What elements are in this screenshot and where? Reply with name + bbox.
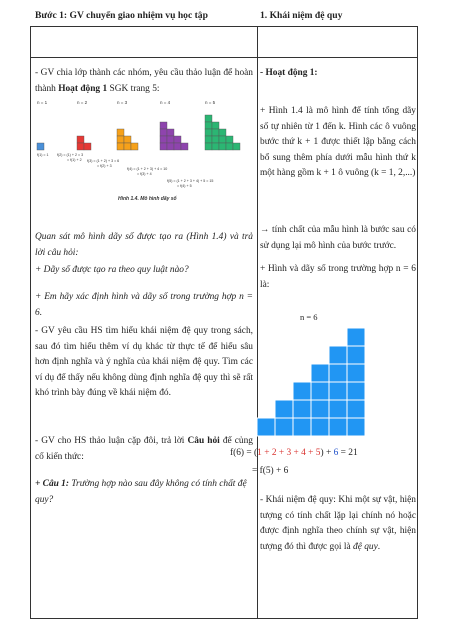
square-n6 bbox=[275, 418, 293, 436]
column-divider bbox=[257, 27, 258, 618]
left-header: Bước 1: GV chuyển giao nhiệm vụ học tập bbox=[35, 10, 208, 21]
square-n5 bbox=[226, 136, 233, 143]
square-n6 bbox=[311, 400, 329, 418]
figure-formula2-n4: = f(3) + 4 bbox=[137, 172, 152, 176]
square-n4 bbox=[174, 143, 181, 150]
square-n6 bbox=[329, 346, 347, 364]
square-n6 bbox=[293, 400, 311, 418]
figure-label-n4: n = 4 bbox=[160, 100, 171, 105]
square-n5 bbox=[205, 136, 212, 143]
square-n4 bbox=[167, 136, 174, 143]
square-n6 bbox=[293, 418, 311, 436]
research-paragraph: - GV yêu cầu HS tìm hiểu khái niệm đệ quy trong sách, sau đó tìm hiểu thêm ví dụ khác từ thực tế để hiểu sâu hơn định nghĩa và ý nghĩa của khái niệm đệ quy. Tìm các ví dụ để thấy nếu không dùng định nghĩa đệ quy thì sẽ rất khó trình bày đúng về khái niệm đó. bbox=[35, 326, 253, 398]
square-n6 bbox=[329, 418, 347, 436]
figure-formula-n2: f(2) = (1) + 2 = 3 bbox=[57, 153, 84, 157]
figure-formula2-n3: = f(2) + 3 bbox=[97, 164, 112, 168]
activity-para-1: + Hình 1.4 là mô hình để tính tổng dãy số tự nhiên từ 1 đến k. Hình các ô vuông bước thứ k + 1 được thiết lập bằng cách bổ sung thêm phía dưới mẫu hình thứ k một hàng gồm k + 1 ô vuông (k = 1, 2,...) bbox=[260, 106, 416, 178]
square-n4 bbox=[160, 136, 167, 143]
sequence-diagram bbox=[35, 98, 253, 198]
square-n1 bbox=[37, 143, 44, 150]
question-3: + Câu 1: Trường hợp nào sau đây không có tính chất đệ quy? bbox=[35, 479, 247, 505]
pair-discussion: - GV cho HS thảo luận cặp đôi, trả lời Câu hỏi để củng cố kiến thức: bbox=[35, 436, 253, 462]
header-divider bbox=[31, 57, 417, 58]
square-n6 bbox=[293, 382, 311, 400]
square-n6 bbox=[311, 382, 329, 400]
square-n6 bbox=[347, 364, 365, 382]
figure-formula2-n5: = f(4) + 5 bbox=[177, 184, 192, 188]
square-n4 bbox=[181, 143, 188, 150]
square-n5 bbox=[205, 115, 212, 122]
square-n4 bbox=[160, 122, 167, 129]
square-n3 bbox=[131, 143, 138, 150]
square-n6 bbox=[347, 418, 365, 436]
figure-formula2-n2: = f(1) + 2 bbox=[67, 158, 82, 162]
formula-line-1: f(6) = (1 + 2 + 3 + 4 + 5) + 6 = 21 bbox=[230, 448, 358, 458]
square-n3 bbox=[117, 136, 124, 143]
activity-para-3: + Hình và dãy số trong trường hợp n = 6 là: bbox=[260, 264, 416, 290]
square-n6 bbox=[329, 364, 347, 382]
figure-label-n3: n = 3 bbox=[117, 100, 128, 105]
square-n2 bbox=[77, 136, 84, 143]
square-n6 bbox=[347, 400, 365, 418]
formula-f6 bbox=[230, 446, 358, 479]
question-intro: Quan sát mô hình dãy số được tạo ra (Hình 1.4) và trả lời câu hỏi: bbox=[35, 232, 253, 258]
square-n4 bbox=[167, 143, 174, 150]
square-n2 bbox=[84, 143, 91, 150]
figure-formula-n1: f(1) = 1 bbox=[37, 153, 49, 157]
square-n5 bbox=[233, 143, 240, 150]
question-1: + Dãy số được tạo ra theo quy luật nào? bbox=[35, 265, 189, 275]
square-n5 bbox=[205, 143, 212, 150]
square-n5 bbox=[205, 122, 212, 129]
square-n6 bbox=[275, 400, 293, 418]
square-n3 bbox=[117, 129, 124, 136]
square-n5 bbox=[219, 129, 226, 136]
square-n3 bbox=[117, 143, 124, 150]
n6-label: n = 6 bbox=[300, 312, 318, 322]
figure-formula-n4: f(4) = (1 + 2 + 3) + 4 = 10 bbox=[127, 167, 168, 171]
right-header: 1. Khái niệm đệ quy bbox=[260, 10, 343, 21]
square-n6 bbox=[311, 418, 329, 436]
square-n5 bbox=[205, 129, 212, 136]
square-n6 bbox=[257, 418, 275, 436]
question-2: + Em hãy xác định hình và dãy số trong trường hợp n = 6. bbox=[35, 292, 253, 318]
square-n2 bbox=[77, 143, 84, 150]
square-n5 bbox=[212, 122, 219, 129]
figure-label-n2: n = 2 bbox=[77, 100, 88, 105]
figure-label-n1: n = 1 bbox=[37, 100, 48, 105]
square-n3 bbox=[124, 136, 131, 143]
definition-paragraph: - Khái niệm đệ quy: Khi một sự vật, hiện tượng có tính chất lặp lại chính nó hoặc được định nghĩa theo chính sự vật, hiện tượng đó thì được gọi là đệ quy. bbox=[260, 495, 416, 552]
square-n4 bbox=[160, 143, 167, 150]
figure-label-n5: n = 5 bbox=[205, 100, 216, 105]
sequence-figure bbox=[35, 98, 253, 198]
square-n3 bbox=[124, 143, 131, 150]
square-n5 bbox=[219, 136, 226, 143]
square-n6 bbox=[329, 382, 347, 400]
square-n6 bbox=[347, 328, 365, 346]
figure-formula-n5: f(5) = (1 + 2 + 3 + 4) + 5 = 15 bbox=[167, 179, 214, 183]
staircase-n6 bbox=[256, 327, 366, 437]
activity-title: - Hoạt động 1: bbox=[260, 68, 318, 78]
square-n4 bbox=[167, 129, 174, 136]
square-n6 bbox=[347, 382, 365, 400]
square-n6 bbox=[329, 400, 347, 418]
square-n5 bbox=[212, 136, 219, 143]
square-n6 bbox=[311, 364, 329, 382]
square-n6 bbox=[347, 346, 365, 364]
formula-line-2: = f(5) + 6 bbox=[252, 466, 289, 476]
square-n5 bbox=[212, 143, 219, 150]
square-n4 bbox=[174, 136, 181, 143]
figure-formula-n3: f(3) = (1 + 2) + 3 = 6 bbox=[87, 159, 120, 163]
square-n5 bbox=[226, 143, 233, 150]
square-n5 bbox=[212, 129, 219, 136]
square-n4 bbox=[160, 129, 167, 136]
square-n5 bbox=[219, 143, 226, 150]
activity-para-2: → tính chất của mẫu hình là bước sau có sử dụng lại mô hình của bước trước. bbox=[260, 225, 416, 251]
intro-paragraph: - GV chia lớp thành các nhóm, yêu cầu thảo luận để hoàn thành Hoạt động 1 SGK trang 5: bbox=[35, 68, 253, 94]
figure-caption: Hình 1.4. Mô hình dãy số bbox=[118, 196, 177, 202]
